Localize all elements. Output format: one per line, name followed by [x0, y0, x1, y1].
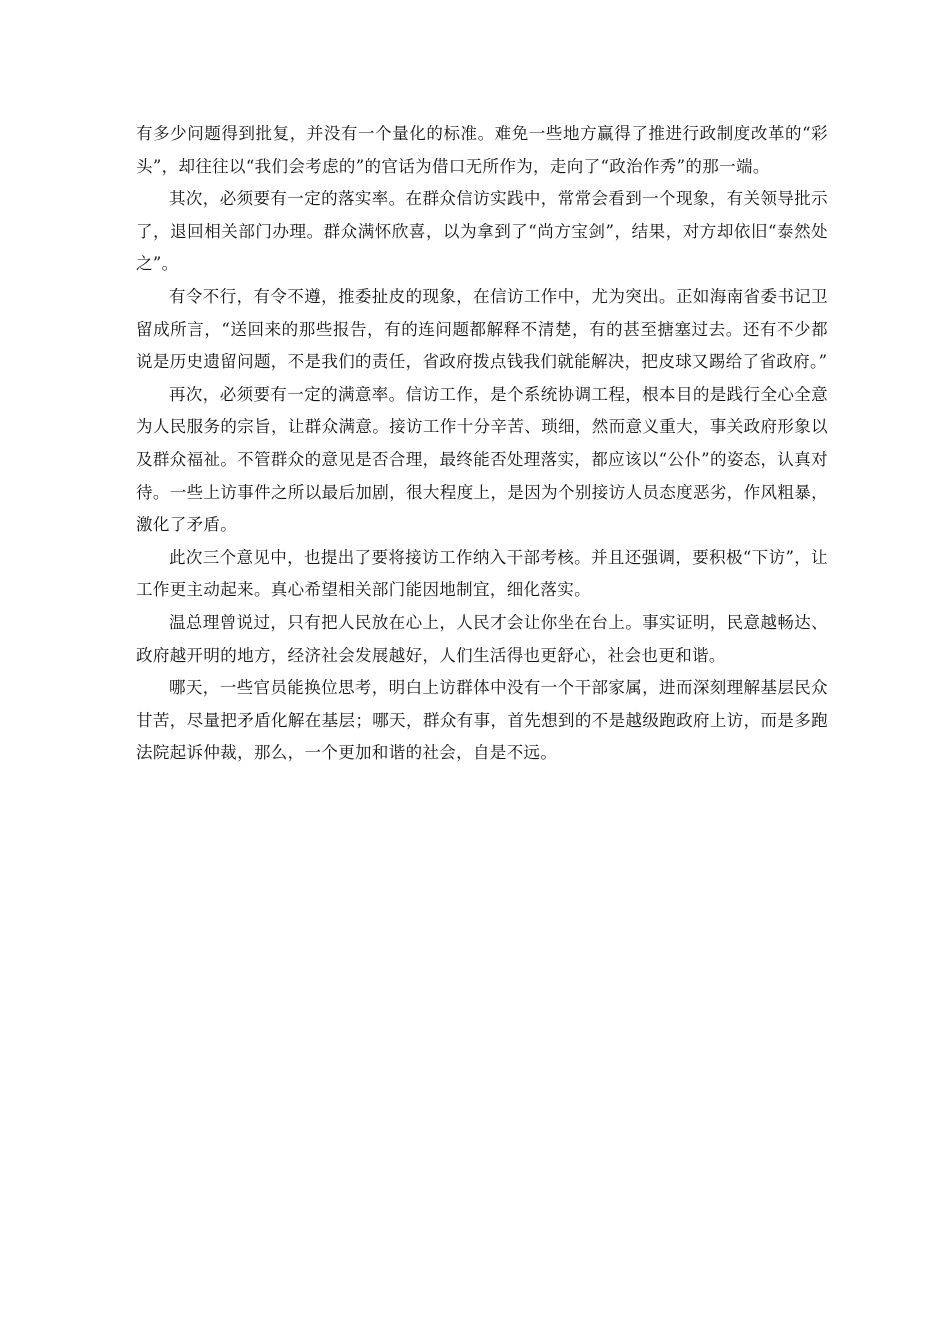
paragraph-1: 有多少问题得到批复，并没有一个量化的标准。难免一些地方赢得了推进行政制度改革的“彩头”，却往往以“我们会考虑的”的官话为借口无所作为，走向了“政治作秀”的那一端。	[136, 124, 828, 176]
paragraph-3: 有令不行，有令不遵，推委扯皮的现象，在信访工作中，尤为突出。正如海南省委书记卫留成所言，“送回来的那些报告，有的连问题都解释不清楚，有的甚至搪塞过去。还有不少都说是历史遗留问题，不是我们的责任，省政府拨点钱我们就能解决，把皮球又踢给了省政府。”	[136, 286, 828, 372]
paragraph-4: 再次，必须要有一定的满意率。信访工作，是个系统协调工程，根本目的是践行全心全意为人民服务的宗旨，让群众满意。接访工作十分辛苦、琐细，然而意义重大，事关政府形象以及群众福祉。不管群众的意见是否合理，最终能否处理落实，都应该以“公仆”的姿态，认真对待。一些上访事件之所以最后加剧，很大程度上，是因为个别接访人员态度恶劣，作风粗暴，激化了矛盾。	[136, 384, 828, 535]
paragraph-2: 其次，必须要有一定的落实率。在群众信访实践中，常常会看到一个现象，有关领导批示了，退回相关部门办理。群众满怀欣喜，以为拿到了“尚方宝剑”，结果，对方却依旧“泰然处之”。	[136, 189, 828, 274]
document-page	[136, 118, 828, 770]
paragraph-6: 温总理曾说过，只有把人民放在心上，人民才会让你坐在台上。事实证明，民意越畅达、政府越开明的地方，经济社会发展越好，人们生活得也更舒心，社会也更和谐。	[136, 612, 828, 665]
paragraph-7: 哪天，一些官员能换位思考，明白上访群体中没有一个干部家属，进而深刻理解基层民众甘苦，尽量把矛盾化解在基层；哪天，群众有事，首先想到的不是越级跑政府上访，而是多跑法院起诉仲裁，那么，一个更加和谐的社会，自是不远。	[136, 678, 828, 763]
paragraph-5: 此次三个意见中，也提出了要将接访工作纳入干部考核。并且还强调，要积极“下访”，让工作更主动起来。真心希望相关部门能因地制宜，细化落实。	[136, 547, 828, 600]
